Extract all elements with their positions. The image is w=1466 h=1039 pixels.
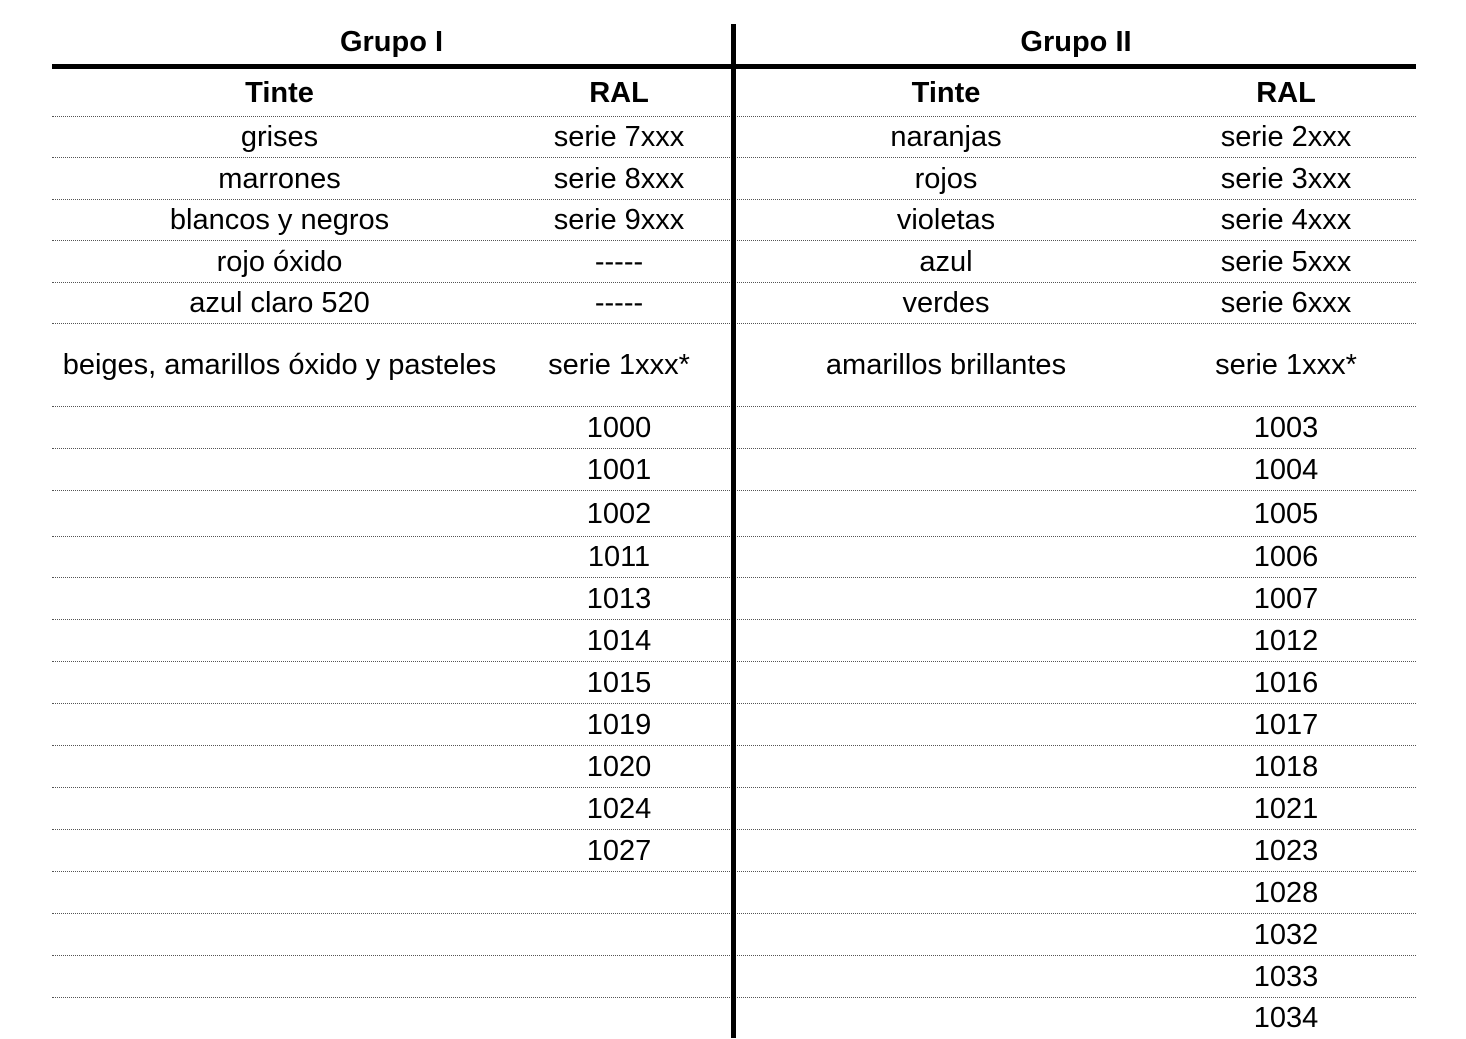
table-cell-g1-tinte bbox=[52, 662, 507, 703]
column-header-g2-ral: RAL bbox=[1256, 76, 1316, 109]
table-cell-g1-tinte bbox=[52, 449, 507, 490]
table-cell-g2-tinte: naranjas bbox=[890, 121, 1002, 153]
table-cell-g2-ral: 1004 bbox=[1253, 453, 1319, 486]
column-header-g2-tinte: Tinte bbox=[911, 76, 981, 109]
table-cell-g2-ral: serie 4xxx bbox=[1220, 204, 1352, 236]
table-cell-g2-ral: 1012 bbox=[1253, 624, 1319, 657]
table-cell-g1-tinte bbox=[52, 537, 507, 577]
table-cell-g2-tinte bbox=[736, 914, 1156, 955]
table-cell-g2-tinte bbox=[736, 407, 1156, 448]
table-cell-g2-tinte bbox=[736, 830, 1156, 871]
table-cell-g2-ral: 1006 bbox=[1253, 541, 1319, 573]
table-cell-g1-tinte bbox=[52, 704, 507, 745]
table-cell-g1-ral: 1000 bbox=[586, 411, 652, 444]
group-2-title: Grupo II bbox=[1020, 25, 1132, 58]
table-cell-g1-tinte bbox=[52, 788, 507, 829]
table-cell-g1-tinte: blancos y negros bbox=[169, 204, 390, 236]
table-cell-g2-tinte bbox=[736, 872, 1156, 913]
table-cell-g2-ral: serie 3xxx bbox=[1220, 162, 1352, 195]
table-cell-g2-ral: 1018 bbox=[1253, 750, 1319, 783]
table-cell-g2-ral: serie 1xxx* bbox=[1215, 349, 1357, 381]
table-cell-g1-tinte: beiges, amarillos óxido y pasteles bbox=[62, 349, 497, 381]
table-cell-g1-tinte bbox=[52, 956, 507, 997]
table-cell-g2-ral: 1021 bbox=[1253, 792, 1319, 825]
column-header-g1-ral: RAL bbox=[589, 76, 649, 109]
table-cell-g2-tinte bbox=[736, 449, 1156, 490]
table-cell-g1-ral: 1001 bbox=[586, 453, 652, 486]
table-cell-g2-tinte bbox=[736, 704, 1156, 745]
table-cell-g1-ral: 1014 bbox=[586, 624, 652, 657]
table-cell-g1-ral bbox=[507, 998, 731, 1038]
table-cell-g2-ral: 1033 bbox=[1253, 960, 1319, 993]
table-cell-g1-ral: serie 7xxx bbox=[553, 121, 685, 153]
table-cell-g1-tinte bbox=[52, 914, 507, 955]
table-cell-g2-tinte bbox=[736, 620, 1156, 661]
table-cell-g2-tinte bbox=[736, 956, 1156, 997]
table-cell-g1-ral: 1015 bbox=[586, 666, 652, 699]
table-cell-g2-tinte bbox=[736, 998, 1156, 1038]
table-cell-g1-ral: ----- bbox=[594, 245, 644, 278]
table-cell-g1-tinte: grises bbox=[240, 121, 319, 153]
table-cell-g1-ral: 1019 bbox=[586, 708, 652, 741]
table-cell-g2-ral: serie 2xxx bbox=[1220, 121, 1352, 153]
table-cell-g1-tinte bbox=[52, 746, 507, 787]
table-cell-g1-tinte: marrones bbox=[218, 162, 341, 195]
table-cell-g1-ral: 1020 bbox=[586, 750, 652, 783]
table-cell-g1-tinte bbox=[52, 620, 507, 661]
table-cell-g1-ral: 1013 bbox=[586, 582, 652, 615]
table-cell-g2-tinte bbox=[736, 537, 1156, 577]
table-cell-g1-tinte bbox=[52, 872, 507, 913]
table-cell-g1-ral bbox=[507, 956, 731, 997]
table-cell-g1-ral: 1002 bbox=[586, 497, 652, 530]
ral-tint-table bbox=[52, 0, 1416, 1038]
table-cell-g2-tinte bbox=[736, 746, 1156, 787]
table-cell-g2-tinte: amarillos brillantes bbox=[825, 349, 1067, 381]
column-header-g1-tinte: Tinte bbox=[245, 76, 314, 109]
table-cell-g1-ral: 1027 bbox=[586, 834, 652, 867]
table-cell-g2-tinte: rojos bbox=[914, 162, 978, 195]
table-cell-g2-ral: 1016 bbox=[1253, 666, 1319, 699]
table-cell-g1-tinte bbox=[52, 578, 507, 619]
table-cell-g2-tinte bbox=[736, 788, 1156, 829]
table-cell-g1-ral: serie 1xxx* bbox=[548, 349, 690, 381]
table-cell-g2-ral: 1028 bbox=[1253, 876, 1319, 909]
group-1-title: Grupo I bbox=[339, 25, 444, 58]
table-cell-g1-ral: ----- bbox=[594, 287, 644, 319]
table-cell-g2-ral: serie 5xxx bbox=[1220, 245, 1352, 278]
table-cell-g2-tinte bbox=[736, 491, 1156, 536]
table-cell-g1-tinte bbox=[52, 998, 507, 1038]
table-cell-g2-tinte bbox=[736, 578, 1156, 619]
table-cell-g1-tinte bbox=[52, 830, 507, 871]
table-cell-g2-ral: 1032 bbox=[1253, 918, 1319, 951]
table-cell-g1-ral: serie 9xxx bbox=[553, 204, 685, 236]
table-cell-g1-tinte bbox=[52, 491, 507, 536]
table-cell-g1-ral: serie 8xxx bbox=[553, 162, 685, 195]
table-cell-g2-ral: 1034 bbox=[1253, 1002, 1319, 1034]
table-cell-g2-tinte bbox=[736, 662, 1156, 703]
table-cell-g1-tinte: rojo óxido bbox=[216, 245, 343, 278]
table-cell-g2-ral: 1017 bbox=[1253, 708, 1319, 741]
table-cell-g2-ral: 1007 bbox=[1253, 582, 1319, 615]
table-cell-g2-tinte: verdes bbox=[902, 287, 990, 319]
table-cell-g2-ral: 1023 bbox=[1253, 834, 1319, 867]
table-cell-g2-tinte: violetas bbox=[896, 204, 996, 236]
table-cell-g1-ral bbox=[507, 914, 731, 955]
table-cell-g1-ral: 1011 bbox=[587, 541, 651, 573]
table-cell-g1-tinte: azul claro 520 bbox=[189, 287, 370, 319]
table-cell-g2-tinte: azul bbox=[919, 245, 973, 278]
table-cell-g2-ral: 1005 bbox=[1253, 497, 1319, 530]
table-cell-g2-ral: 1003 bbox=[1253, 411, 1319, 444]
group-divider bbox=[731, 24, 736, 1038]
table-cell-g1-ral: 1024 bbox=[586, 792, 652, 825]
table-cell-g1-tinte bbox=[52, 407, 507, 448]
table-cell-g1-ral bbox=[507, 872, 731, 913]
table-cell-g2-ral: serie 6xxx bbox=[1220, 287, 1352, 319]
